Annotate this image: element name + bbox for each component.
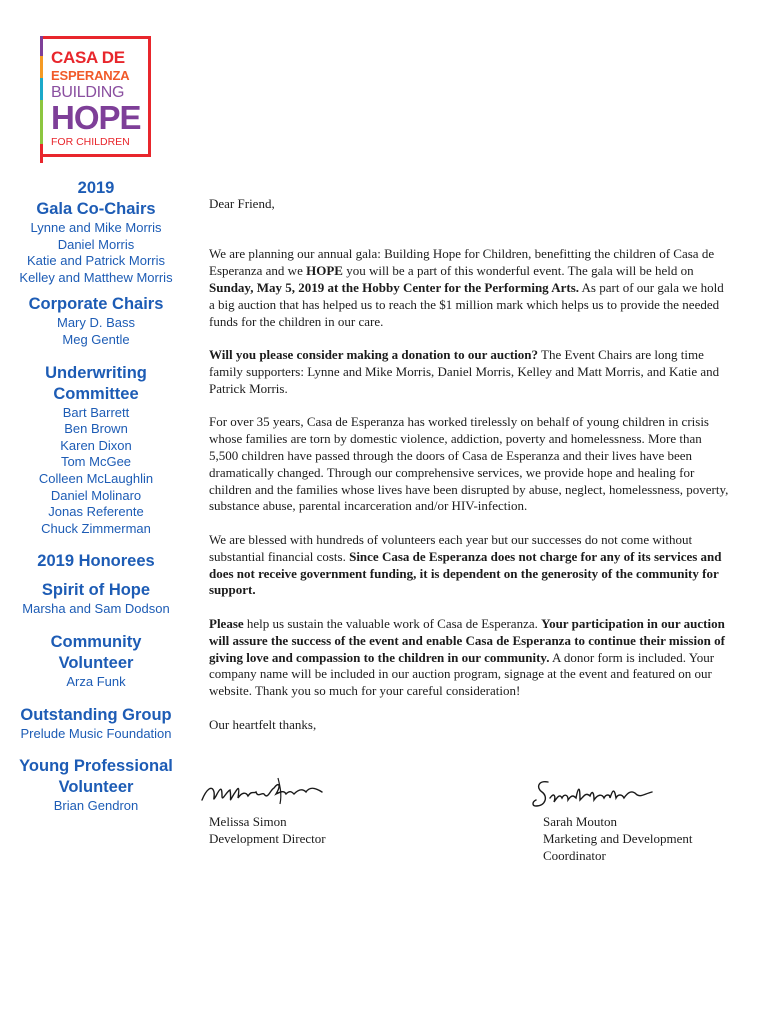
closing: Our heartfelt thanks, — [209, 716, 317, 732]
spirit-of-hope-honoree: Marsha and Sam Dodson — [22, 601, 170, 617]
signer-title: Marketing and Development — [543, 830, 693, 846]
corporate-chair-name: Meg Gentle — [62, 331, 130, 347]
community-volunteer-heading-line1: Community — [50, 632, 142, 651]
outstanding-group-heading: Outstanding Group — [20, 705, 172, 724]
young-professional-heading-line2: Volunteer — [58, 778, 134, 797]
paragraph-request: Please help us sustain the valuable work of Casa de Esperanza. Your participation in our auction will assure the success of the event and enable Casa de Esperanza to continue their mission of giving love and compassion to the children in our community. A donor form is included. Your company name will be included in our auction program, signage at the event and featured on our website. Thank you so much for your careful consideration! — [209, 615, 725, 699]
paragraph-history: For over 35 years, Casa de Esperanza has worked tirelessly on behalf of young children in crisis whose families are torn by domestic violence, addiction, poverty and homelessness. More than 5,500 children have passed through the doors of Casa de Esperanza and their lives have been dramatically changed. Through our comprehensive services, we provide hope and healing for children and the families whose lives have been disrupted by abuse, neglect, homelessness, poverty, substance abuse, parental incarceration and/or HIV-infection. — [209, 414, 729, 514]
young-professional-honoree: Brian Gendron — [53, 798, 139, 814]
logo-line-esperanza: ESPERANZA — [51, 68, 130, 83]
signer-title: Development Director — [209, 830, 326, 846]
cochairs-year: 2019 — [77, 179, 115, 197]
underwriter-name: Jonas Referente — [48, 504, 144, 520]
letter-body — [209, 196, 729, 750]
signature-sarah-mouton — [528, 776, 692, 864]
corporate-chair-name: Mary D. Bass — [56, 315, 135, 331]
corporate-chairs-heading: Corporate Chairs — [28, 295, 164, 314]
handwritten-signature-icon — [198, 770, 338, 812]
underwriter-name: Tom McGee — [60, 454, 132, 470]
logo-line-hope: HOPE — [51, 99, 141, 136]
outstanding-group-honoree: Prelude Music Foundation — [20, 725, 172, 741]
signer-name: Melissa Simon — [209, 814, 287, 829]
paragraph-gala: We are planning our annual gala: Building Hope for Children, benefitting the children of Casa de Esperanza and we HOPE you will be a part of this wonderful event. The gala will be held on Sunday, May 5, 2019 at the Hobby Center for the Performing Arts. As part of our gala we hold a big auction that has helped us to reach the $1 million mark which helps us to provide the needed funds for the children in our care. — [209, 246, 724, 329]
cochair-name: Kelley and Matthew Morris — [19, 269, 173, 285]
underwriter-name: Bart Barrett — [62, 404, 130, 420]
cochair-name: Daniel Morris — [57, 236, 135, 252]
paragraph-auction: Will you please consider making a donation to our auction? The Event Chairs are long time family supporters: Lynne and Mike Morris, Daniel Morris, Kelley and Matt Morris, and Katie and Patrick Morris. — [209, 347, 720, 396]
underwriter-name: Colleen McLaughlin — [38, 470, 154, 486]
signature-melissa-simon — [198, 770, 338, 848]
cochair-name: Lynne and Mike Morris — [30, 220, 162, 235]
spirit-of-hope-heading: Spirit of Hope — [41, 581, 151, 600]
committee-sidebar — [8, 178, 184, 815]
underwriting-heading-line2: Committee — [53, 384, 139, 403]
underwriting-heading-line1: Underwriting — [45, 363, 147, 382]
casa-de-esperanza-logo — [40, 36, 151, 157]
honorees-heading: 2019 Honorees — [37, 552, 155, 571]
cochairs-heading: Gala Co-Chairs — [36, 200, 156, 218]
logo-line-for-children: FOR CHILDREN — [51, 136, 130, 148]
salutation: Dear Friend, — [209, 196, 275, 211]
underwriter-name: Daniel Molinaro — [50, 487, 142, 503]
community-volunteer-heading-line2: Volunteer — [58, 653, 134, 672]
hope-emphasis: HOPE — [306, 263, 343, 279]
handwritten-signature-icon — [528, 776, 668, 816]
logo-line-casa-de: CASA DE — [51, 48, 125, 67]
logo-line-building: BUILDING — [51, 84, 125, 101]
event-date-venue: Sunday, May 5, 2019 at the Hobby Center for the Performing Arts. — [209, 279, 579, 295]
signer-title-continued: Coordinator — [543, 847, 606, 863]
cochair-name: Katie and Patrick Morris — [27, 253, 165, 269]
signer-name: Sarah Mouton — [543, 814, 618, 829]
underwriter-name: Karen Dixon — [60, 437, 132, 453]
young-professional-heading-line1: Young Professional — [19, 757, 173, 776]
paragraph-volunteers: We are blessed with hundreds of volunteers each year but our successes do not come without substantial financial costs. Since Casa de Esperanza does not charge for any of its services and does not receive government funding, it is dependent on the generosity of the community for support. — [209, 531, 722, 598]
underwriter-name: Chuck Zimmerman — [41, 520, 151, 536]
underwriter-name: Ben Brown — [64, 421, 128, 437]
community-volunteer-honoree: Arza Funk — [66, 673, 126, 689]
